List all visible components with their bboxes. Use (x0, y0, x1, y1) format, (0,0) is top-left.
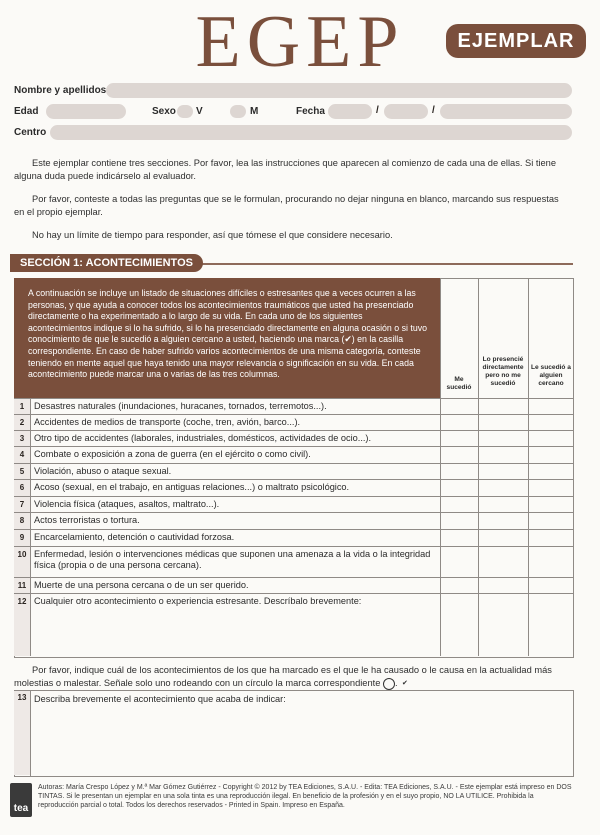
checkbox-le-sucedio[interactable] (529, 547, 572, 577)
center-label: Centro (14, 127, 47, 138)
column-header-lo-presencie: Lo presencié directamente pero no me sucedió (482, 356, 524, 387)
row-number: 6 (14, 480, 30, 496)
checkbox-me-sucedio[interactable] (441, 547, 478, 577)
section-1-title: SECCIÓN 1: ACONTECIMIENTOS (10, 254, 203, 272)
sex-m-label: M (250, 106, 259, 117)
checkbox-le-sucedio[interactable] (529, 497, 572, 512)
checkbox-le-sucedio[interactable] (529, 513, 572, 529)
row-13-text: Describa brevemente el acontecimiento que acaba de indicar: (34, 694, 286, 704)
checkbox-lo-presencie[interactable] (479, 547, 528, 577)
ejemplar-badge: EJEMPLAR (446, 24, 586, 58)
name-field[interactable] (106, 83, 572, 98)
row-number: 2 (14, 415, 30, 430)
age-field[interactable] (46, 104, 126, 119)
event-text: Violencia física (ataques, asaltos, maltrato...). (34, 499, 220, 509)
checkbox-le-sucedio[interactable] (529, 415, 572, 430)
checkbox-me-sucedio[interactable] (441, 530, 478, 546)
checkbox-le-sucedio[interactable] (529, 399, 572, 414)
checkbox-lo-presencie[interactable] (479, 399, 528, 414)
checkbox-me-sucedio[interactable] (441, 497, 478, 512)
followup-text: Por favor, indique cuál de los acontecimientos de los que ha marcado es el que le ha causado o le causa en la actualidad más molestias o malestar. Señale solo uno rodeando con un círculo la marca correspondiente (14, 665, 552, 688)
checkbox-me-sucedio[interactable] (441, 594, 478, 656)
checkbox-me-sucedio[interactable] (441, 480, 478, 496)
event-text: Otro tipo de accidentes (laborales, industriales, domésticos, actividades de ocio...). (34, 433, 372, 443)
date-month-field[interactable] (384, 104, 428, 119)
event-text: Accidentes de medios de transporte (coche, tren, avión, barco...). (34, 417, 301, 427)
row-number: 10 (14, 547, 30, 577)
event-text: Cualquier otro acontecimiento o experiencia estresante. Descríbalo brevemente: (34, 596, 362, 606)
row-number: 7 (14, 497, 30, 512)
name-label: Nombre y apellidos (14, 85, 107, 96)
instructions-paragraph-1: Este ejemplar contiene tres secciones. Por favor, lea las instrucciones que aparecen al comienzo de cada una de ellas. Si tiene alguna duda puede indicárselo al evaluador. (14, 158, 557, 181)
row-number: 3 (14, 431, 30, 446)
checkbox-lo-presencie[interactable] (479, 497, 528, 512)
sex-label: Sexo (152, 106, 176, 117)
section-1-intro: A continuación se incluye un listado de situaciones difíciles o estresantes que a veces ocurren a las personas, y que ayuda a conocer todos los acontecimientos traumáticos que usted ha presenciado directamente o ha experimentado a lo largo de su vida. En cada uno de los siguientes acontecimientos indique si lo ha sufrido, si lo ha presenciado directamente en alguna ocasión o si tuvo conocimiento de que le sucedió a alguien cercano a usted, haciendo una marca (✔) en la casilla correspondiente. En caso de haber sufrido varios acontecimientos de una misma categoría, conteste teniendo en mente aquel que haya tenido una mayor relevancia o significación en su vida. En cada acontecimiento puede marcar una o varias de las tres columnas. (14, 278, 440, 398)
column-header-me-sucedio: Me sucedió (446, 376, 472, 391)
checkbox-le-sucedio[interactable] (529, 447, 572, 463)
checkbox-me-sucedio[interactable] (441, 431, 478, 446)
circled-check-icon: ✔ (383, 678, 395, 690)
egep-logo: EGEP (195, 1, 405, 83)
checkbox-le-sucedio[interactable] (529, 578, 572, 593)
checkbox-lo-presencie[interactable] (479, 530, 528, 546)
checkbox-lo-presencie[interactable] (479, 480, 528, 496)
event-text: Encarcelamiento, detención o cautividad forzosa. (34, 532, 235, 542)
checkbox-lo-presencie[interactable] (479, 464, 528, 479)
event-text: Enfermedad, lesión o intervenciones médicas que suponen una amenaza a la vida o la integridad física (propia o de una persona cercana). (34, 549, 431, 570)
followup-question: Por favor, indique cuál de los acontecimientos de los que ha marcado es el que le ha causado o le causa en la actualidad más molestias o malestar. Señale solo uno rodeando con un círculo la marca correspondiente ✔. (14, 665, 552, 688)
row-number: 4 (14, 447, 30, 463)
sex-v-label: V (196, 106, 203, 117)
event-text: Desastres naturales (inundaciones, huracanes, tornados, terremotos...). (34, 401, 327, 411)
event-text: Violación, abuso o ataque sexual. (34, 466, 172, 476)
checkbox-le-sucedio[interactable] (529, 464, 572, 479)
row-number: 8 (14, 513, 30, 529)
date-year-field[interactable] (440, 104, 572, 119)
checkbox-me-sucedio[interactable] (441, 399, 478, 414)
row-number: 5 (14, 464, 30, 479)
date-separator: / (432, 105, 435, 116)
date-day-field[interactable] (328, 104, 372, 119)
event-text: Acoso (sexual, en el trabajo, en antiguas relaciones...) o maltrato psicológico. (34, 482, 350, 492)
event-text: Combate o exposición a zona de guerra (en el ejército o como civil). (34, 449, 311, 459)
checkbox-lo-presencie[interactable] (479, 578, 528, 593)
number-column-divider (30, 690, 31, 776)
checkbox-lo-presencie[interactable] (479, 594, 528, 656)
row-number: 11 (14, 578, 30, 593)
checkbox-me-sucedio[interactable] (441, 415, 478, 430)
column-header-le-sucedio: Le sucedió a alguien cercano (531, 364, 571, 387)
number-column-divider (30, 398, 31, 656)
date-label: Fecha (296, 106, 325, 117)
event-text: Muerte de una persona cercana o de un ser querido. (34, 580, 249, 590)
instructions-paragraph-2: Por favor, conteste a todas las preguntas que se le formulan, procurando no dejar ninguna en blanco, marcando sus respuestas en el propio ejemplar. (14, 194, 559, 217)
event-text: Actos terroristas o tortura. (34, 515, 140, 525)
checkbox-lo-presencie[interactable] (479, 431, 528, 446)
checkbox-le-sucedio[interactable] (529, 480, 572, 496)
footer-copyright: Autoras: María Crespo López y M.ª Mar Gómez Gutiérrez - Copyright © 2012 by TEA Ediciones, S.A.U. - Edita: TEA Ediciones, S.A.U. - Este ejemplar está impreso en DOS TINTAS. Si le presentan un ejemplar en una sola tinta es una reproducción ilegal. En beneficio de la profesión y en el suyo propio, NO LA UTILICE. Prohibida la reproducción parcial o total. Todos los derechos reservados - Printed in Spain. Impreso en España. (38, 784, 572, 809)
sex-v-radio[interactable] (177, 105, 193, 118)
row-number: 12 (14, 594, 30, 656)
row-number: 1 (14, 399, 30, 414)
center-field[interactable] (50, 125, 572, 140)
sex-m-radio[interactable] (230, 105, 246, 118)
date-separator: / (376, 105, 379, 116)
checkbox-me-sucedio[interactable] (441, 578, 478, 593)
checkbox-me-sucedio[interactable] (441, 464, 478, 479)
checkbox-le-sucedio[interactable] (529, 431, 572, 446)
checkbox-le-sucedio[interactable] (529, 594, 572, 656)
checkbox-lo-presencie[interactable] (479, 415, 528, 430)
checkbox-me-sucedio[interactable] (441, 447, 478, 463)
checkbox-le-sucedio[interactable] (529, 530, 572, 546)
checkbox-me-sucedio[interactable] (441, 513, 478, 529)
row-13-number: 13 (14, 691, 30, 775)
age-label: Edad (14, 106, 39, 117)
tea-logo: tea (10, 783, 32, 817)
checkbox-lo-presencie[interactable] (479, 513, 528, 529)
checkbox-lo-presencie[interactable] (479, 447, 528, 463)
instructions-paragraph-3: No hay un límite de tiempo para responder, así que tómese el que considere necesario. (32, 230, 393, 240)
row-number: 9 (14, 530, 30, 546)
